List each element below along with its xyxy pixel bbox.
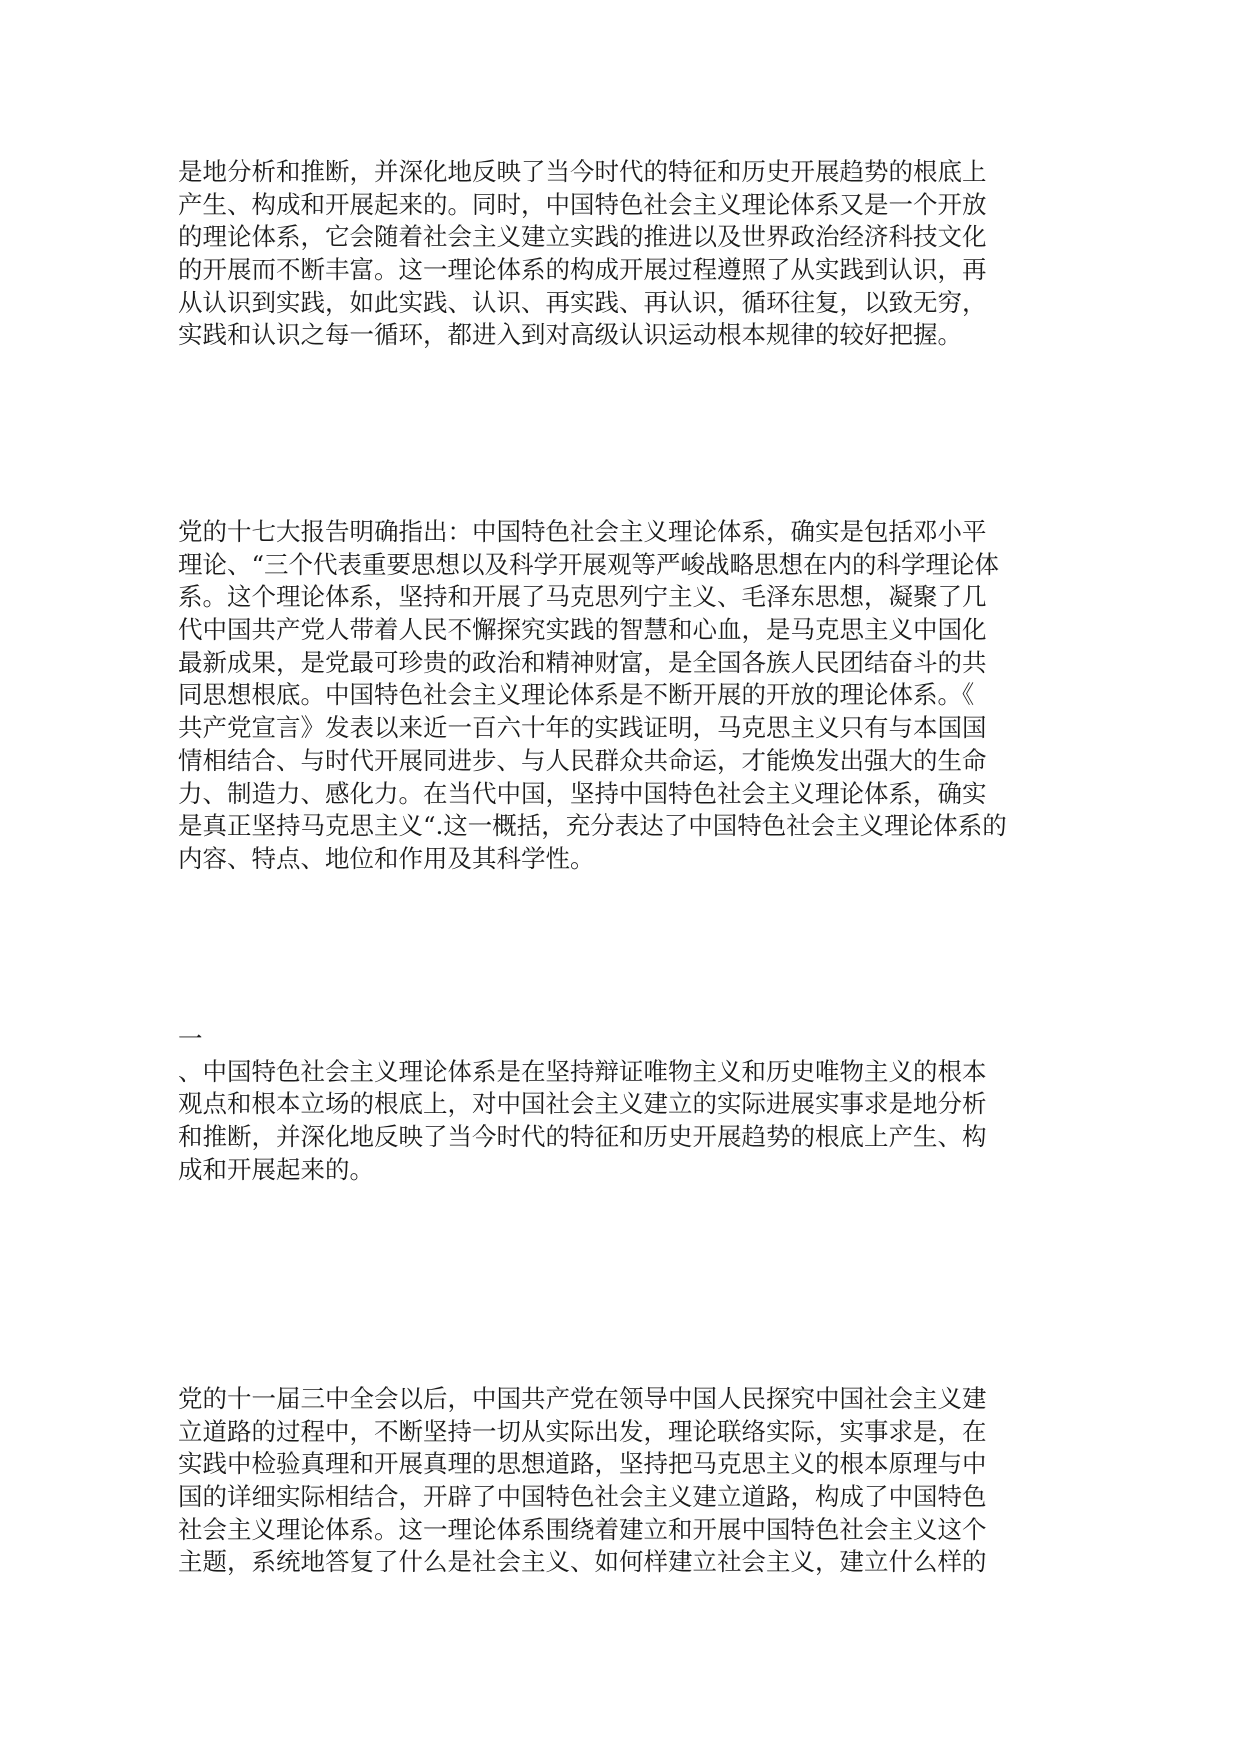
paragraph-4	[178, 1383, 1078, 1579]
text-line: 实践和认识之每一循环，都进入到对高级认识运动根本规律的较好把握。	[178, 320, 962, 350]
text-line: 的开展而不断丰富。这一理论体系的构成开展过程遵照了从实践到认识，再	[178, 255, 987, 285]
text-line: 和推断，并深化地反映了当今时代的特征和历史开展趋势的根底上产生、构	[178, 1122, 987, 1152]
text-line: 、中国特色社会主义理论体系是在坚持辩证唯物主义和历史唯物主义的根本	[178, 1056, 987, 1086]
text-line: 立道路的过程中，不断坚持一切从实际出发，理论联络实际，实事求是，在	[178, 1416, 987, 1446]
text-line: 内容、特点、地位和作用及其科学性。	[178, 843, 595, 873]
text-line: 共产党宣言》发表以来近一百六十年的实践证明，马克思主义只有与本国国	[178, 713, 987, 743]
text-line: 从认识到实践，如此实践、认识、再实践、再认识，循环往复，以致无穷，	[178, 287, 987, 317]
paragraph-2	[178, 516, 1078, 876]
text-line: 情相结合、与时代开展同进步、与人民群众共命运，才能焕发出强大的生命	[178, 745, 987, 775]
section-number: 一	[178, 1024, 203, 1053]
text-line: 国的详细实际相结合，开辟了中国特色社会主义建立道路，构成了中国特色	[178, 1482, 987, 1512]
text-line: 同思想根底。中国特色社会主义理论体系是不断开展的开放的理论体系。《	[178, 680, 975, 710]
text-line: 是真正坚持马克思主义“.这一概括，充分表达了中国特色社会主义理论体系的	[178, 811, 1007, 841]
text-line: 观点和根本立场的根底上，对中国社会主义建立的实际进展实事求是地分析	[178, 1089, 987, 1119]
text-line: 理论、“三个代表重要思想以及科学开展观等严峻战略思想在内的科学理论体	[178, 549, 1000, 579]
text-line: 力、制造力、感化力。在当代中国，坚持中国特色社会主义理论体系，确实	[178, 778, 987, 808]
text-line: 系。这个理论体系，坚持和开展了马克思列宁主义、毛泽东思想，凝聚了几	[178, 582, 987, 612]
text-line: 社会主义理论体系。这一理论体系围绕着建立和开展中国特色社会主义这个	[178, 1514, 987, 1544]
text-line: 产生、构成和开展起来的。同时，中国特色社会主义理论体系又是一个开放	[178, 189, 987, 219]
paragraph-1	[178, 156, 1078, 352]
paragraph-3	[178, 1023, 1078, 1186]
text-line: 代中国共产党人带着人民不懈探究实践的智慧和心血，是马克思主义中国化	[178, 615, 987, 645]
text-line: 最新成果，是党最可珍贵的政治和精神财富，是全国各族人民团结奋斗的共	[178, 647, 987, 677]
text-line: 党的十一届三中全会以后，中国共产党在领导中国人民探究中国社会主义建	[178, 1384, 987, 1413]
text-line: 党的十七大报告明确指出：中国特色社会主义理论体系，确实是包括邓小平	[178, 517, 987, 546]
text-line: 是地分析和推断，并深化地反映了当今时代的特征和历史开展趋势的根底上	[178, 157, 987, 186]
text-line: 实践中检验真理和开展真理的思想道路，坚持把马克思主义的根本原理与中	[178, 1449, 987, 1479]
text-line: 的理论体系，它会随着社会主义建立实践的推进以及世界政治经济科技文化	[178, 222, 987, 252]
text-line: 成和开展起来的。	[178, 1154, 374, 1184]
text-line: 主题，系统地答复了什么是社会主义、如何样建立社会主义，建立什么样的	[178, 1547, 987, 1577]
